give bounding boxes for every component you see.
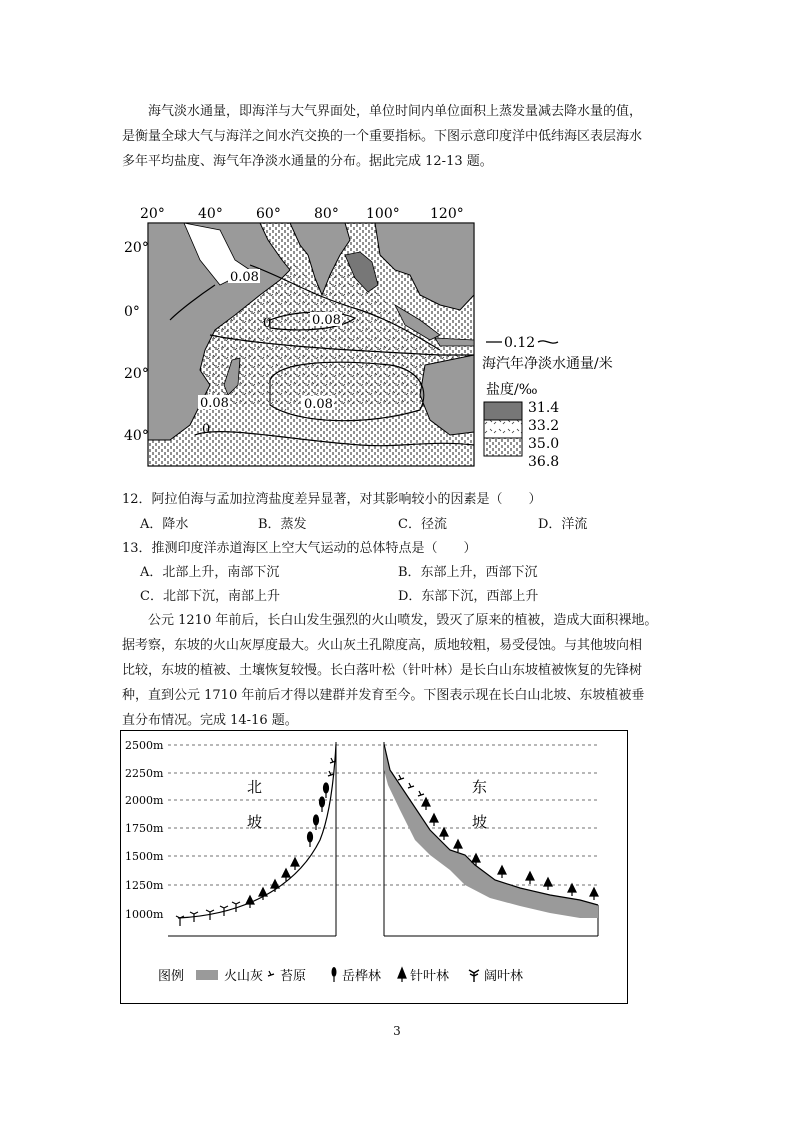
lon-label: 80°: [314, 206, 339, 222]
lon-label: 60°: [256, 206, 281, 222]
lat-label: 0°: [124, 304, 140, 320]
q13-stem: 13．推测印度洋赤道海区上空大气运动的总体特点是（ ）: [122, 541, 477, 556]
intro2-line2: 据考察，东坡的火山灰厚度最大。火山灰土孔隙度高，质地较粗，易受侵蚀。与其他坡向相: [122, 638, 643, 653]
lat-label: 20°: [124, 366, 149, 382]
intro2-line3: 比较，东坡的植被、土壤恢复较慢。长白落叶松（针叶林）是长白山东坡植被恢复的先锋树: [122, 663, 643, 678]
contour-label: 0: [263, 316, 272, 331]
salinity-level: 35.0: [528, 436, 560, 452]
east-slope-label-2: 坡: [472, 813, 488, 831]
figure-frame: [121, 731, 628, 1004]
salinity-swatch-dashed: [484, 438, 522, 456]
legend-broadleaf-label: 阔叶林: [484, 969, 524, 984]
lon-label: 100°: [366, 206, 400, 222]
salinity-level: 33.2: [528, 418, 560, 434]
lon-label: 20°: [140, 206, 165, 222]
flux-legend-title: 海汽年净淡水通量/米: [482, 356, 613, 372]
q12-option-c[interactable]: C．径流: [398, 517, 447, 532]
intro2-line1: 公元 1210 年前后，长白山发生强烈的火山喷发，毁灭了原来的植被，造成大面积裸地。: [148, 613, 658, 628]
intro2-line5: 直分布情况。完成 14-16 题。: [122, 713, 298, 728]
q13-option-a[interactable]: A．北部上升，南部下沉: [140, 565, 280, 580]
intro2-line4: 种，直到公元 1710 年前后才得以建群并发育至今。下图表示现在长白山北坡、东坡植被垂: [122, 688, 645, 703]
lon-label: 40°: [198, 206, 223, 222]
y-tick-label: 1750m: [125, 822, 164, 835]
east-slope-label-1: 东: [472, 778, 488, 796]
contour-label: 0.08: [200, 396, 229, 411]
lon-label: 120°: [430, 206, 464, 222]
lat-label: 20°: [124, 240, 149, 256]
legend-tundra-label: 苔原: [280, 969, 307, 984]
salinity-level: 31.4: [528, 400, 560, 416]
y-tick-label: 1000m: [125, 908, 164, 921]
intro1-line3: 多年平均盐度、海气年净淡水通量的分布。据此完成 12-13 题。: [122, 154, 493, 169]
q13-option-d[interactable]: D．东部下沉，西部上升: [398, 589, 539, 604]
intro1-line2: 是衡量全球大气与海洋之间水汽交换的一个重要指标。下图示意印度洋中低纬海区表层海水: [122, 129, 643, 144]
salinity-level: 36.8: [528, 454, 560, 470]
y-tick-label: 2500m: [125, 739, 164, 752]
y-tick-label: 1500m: [125, 850, 164, 863]
north-slope-label-2: 坡: [247, 813, 263, 831]
legend-conifer-label: 针叶林: [410, 969, 450, 984]
map-legend: [480, 328, 650, 468]
vegetation-zonation-figure: [120, 730, 628, 1004]
y-tick-label: 2000m: [125, 794, 164, 807]
contour-label: 0.08: [312, 313, 341, 328]
q13-option-c[interactable]: C．北部下沉，南部上升: [140, 589, 280, 604]
salinity-swatch-dark: [484, 402, 522, 420]
north-slope-label-1: 北: [247, 778, 263, 796]
contour-label: 0.08: [304, 397, 333, 412]
q12-option-b[interactable]: B．蒸发: [258, 517, 307, 532]
q13-option-b[interactable]: B．东部上升，西部下沉: [398, 565, 538, 580]
legend-ash-swatch: [196, 970, 218, 980]
q12-stem: 12．阿拉伯海与孟加拉湾盐度差异显著，对其影响较小的因素是（ ）: [122, 492, 542, 507]
salinity-swatch-dotted: [484, 420, 522, 438]
legend-ash-label: 火山灰: [224, 969, 264, 984]
lat-label: 40°: [124, 428, 149, 444]
q12-option-a[interactable]: A．降水: [140, 517, 189, 532]
y-tick-label: 1250m: [125, 879, 164, 892]
y-tick-label: 2250m: [125, 767, 164, 780]
q12-option-d[interactable]: D．洋流: [538, 517, 588, 532]
contour-label: 0: [202, 422, 211, 437]
flux-legend-value: 0.12: [504, 335, 536, 351]
legend-birch-label: 岳桦林: [342, 969, 382, 984]
contour-label: 0.08: [230, 270, 259, 285]
intro1-line1: 海气淡水通量，即海洋与大气界面处，单位时间内单位面积上蒸发量减去降水量的值，: [148, 104, 643, 119]
salinity-title: 盐度/‰: [486, 382, 538, 398]
legend-title: 图例: [158, 969, 185, 984]
page-number: 3: [393, 1024, 401, 1038]
